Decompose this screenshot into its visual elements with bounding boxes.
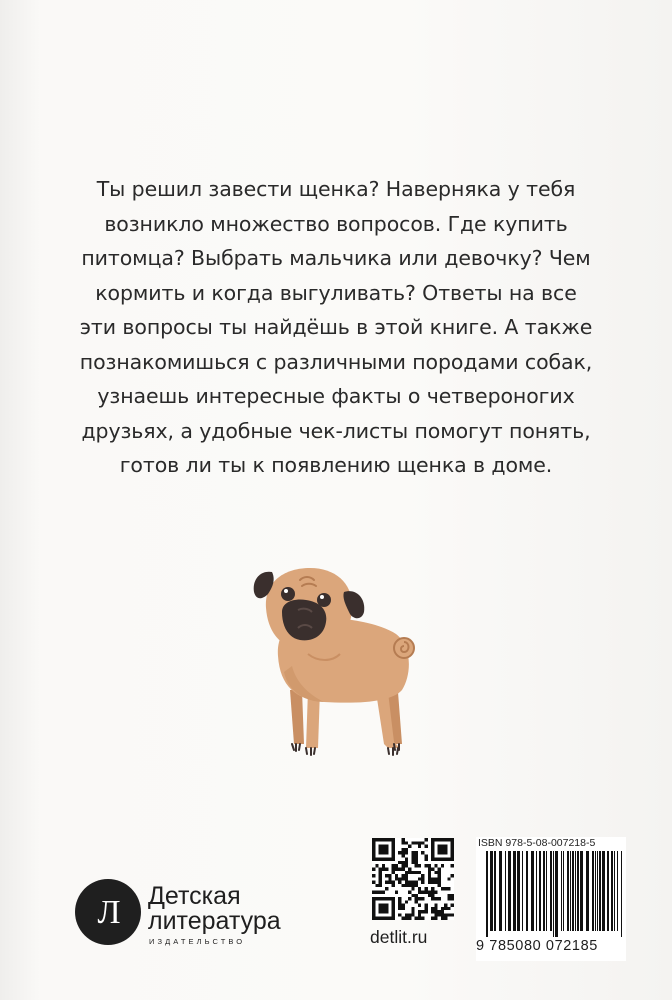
blurb-line: возникло множество вопросов. Где купить <box>104 211 568 236</box>
qr-code-icon <box>372 838 454 920</box>
barcode-block <box>476 837 626 961</box>
blurb-line: Ты решил завести щенка? Наверняка у тебя <box>96 177 576 201</box>
pug-paw <box>292 744 300 751</box>
publisher-emblem-letter: Л <box>97 894 121 931</box>
publisher-name-line1: Детская <box>148 882 241 910</box>
publisher-emblem-icon <box>74 878 142 946</box>
pug-paw <box>388 748 398 755</box>
barcode-icon <box>484 851 624 937</box>
blurb-line: готов ли ты к появлению щенка в доме. <box>119 453 553 477</box>
blurb-line: кормить и когда выгуливать? Ответы на все <box>95 280 577 305</box>
pug-eye-glint <box>284 589 288 593</box>
pug-paw <box>306 748 315 755</box>
blurb-line: эти вопросы ты найдёшь в этой книге. А также <box>79 315 593 339</box>
pug-eye-glint <box>320 595 324 599</box>
publisher-logo <box>74 878 314 948</box>
website-url: detlit.ru <box>370 927 428 947</box>
ean-number: 9 785080 072185 <box>476 938 598 954</box>
publisher-name-line2: литература <box>148 907 281 935</box>
blurb-line: друзьях, а удобные чек-листы помогут понять, <box>81 418 591 443</box>
isbn-number: ISBN 978-5-08-007218-5 <box>478 837 596 849</box>
blurb-text <box>60 172 612 483</box>
publisher-subtitle: ИЗДАТЕЛЬСТВО <box>149 937 246 946</box>
blurb-line: питомца? Выбрать мальчика или девочку? Чем <box>81 246 591 270</box>
pug-icon <box>248 562 424 768</box>
pug-eye <box>281 587 295 601</box>
blurb-line: узнаешь интересные факты о четвероногих <box>97 384 575 408</box>
pug-front-leg <box>290 690 304 744</box>
blurb-line: познакомишься с различными породами собак, <box>79 349 593 374</box>
